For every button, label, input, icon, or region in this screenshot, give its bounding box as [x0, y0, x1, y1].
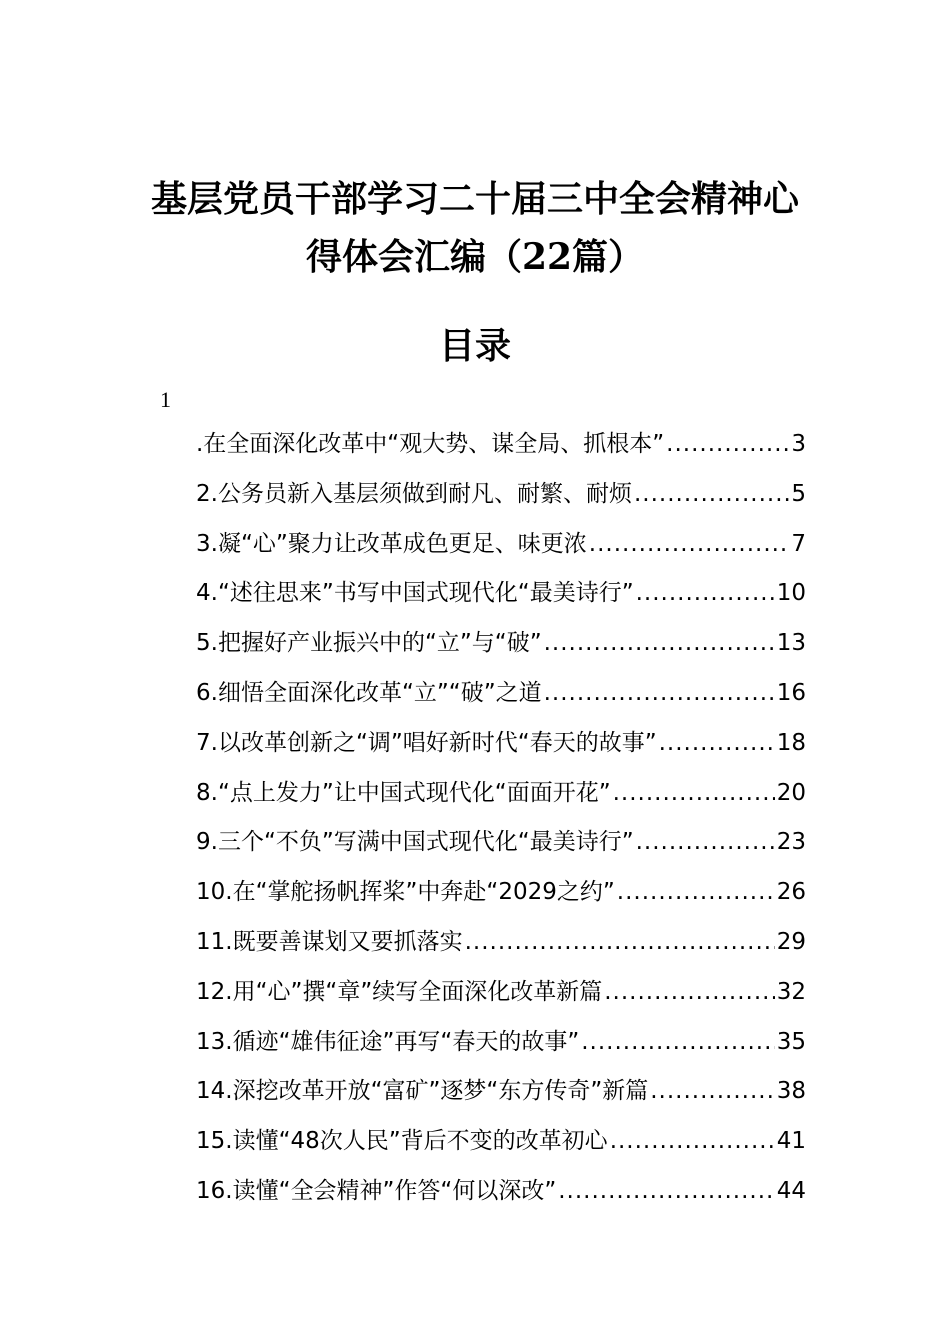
toc-entry[interactable] [196, 724, 806, 774]
toc-entry[interactable] [196, 923, 806, 973]
toc-entry[interactable] [196, 1072, 806, 1122]
toc-entry-page-number: 20 [776, 779, 806, 806]
toc-leader-dots [558, 1178, 774, 1204]
toc-leader-dots [604, 979, 774, 1005]
toc-entry-page-number: 10 [776, 580, 806, 607]
toc-entry-page-number: 5 [791, 480, 806, 507]
toc-entry-page-number: 13 [776, 630, 806, 657]
toc-leader-dots [465, 929, 775, 955]
document-title-line-1: 基层党员干部学习二十届三中全会精神心 [150, 178, 799, 220]
toc-entry[interactable] [196, 624, 806, 674]
toc-leader-dots [544, 680, 775, 706]
document-title-line-2: 得体会汇编（22篇） [305, 236, 645, 278]
toc-entry-page-number: 41 [776, 1128, 806, 1155]
toc-entry-label: 10.在“掌舵扬帆挥桨”中奔赴“2029之约” [196, 879, 615, 906]
orphan-list-number: 1 [160, 387, 171, 412]
document-title [120, 170, 830, 286]
toc-entry[interactable] [196, 574, 806, 624]
table-of-contents [196, 425, 806, 1222]
toc-entry-label: 8.“点上发力”让中国式现代化“面面开花” [196, 779, 611, 806]
toc-entry[interactable] [196, 823, 806, 873]
toc-entry[interactable] [196, 525, 806, 575]
toc-entry-page-number: 32 [776, 978, 806, 1005]
toc-entry[interactable] [196, 973, 806, 1023]
toc-entry[interactable] [196, 1172, 806, 1222]
toc-entry[interactable] [196, 425, 806, 475]
toc-leader-dots [613, 780, 775, 806]
toc-entry-page-number: 7 [791, 530, 806, 557]
toc-entry-label: 3.凝“心”聚力让改革成色更足、味更浓 [196, 530, 587, 557]
toc-entry-label: .在全面深化改革中“观大势、谋全局、抓根本” [196, 431, 665, 457]
toc-entry[interactable] [196, 1023, 806, 1073]
toc-entry-page-number: 16 [776, 679, 806, 706]
toc-entry-page-number: 18 [776, 729, 806, 756]
toc-heading: 目录 [438, 325, 511, 367]
toc-entry-page-number: 44 [776, 1177, 806, 1204]
toc-entry-page-number: 35 [776, 1028, 806, 1055]
toc-entry-label: 2.公务员新入基层须做到耐凡、耐繁、耐烦 [196, 480, 632, 507]
toc-leader-dots [617, 879, 775, 905]
toc-entry[interactable] [196, 475, 806, 525]
toc-leader-dots [581, 1029, 774, 1055]
toc-entry[interactable] [196, 1122, 806, 1172]
toc-entry[interactable] [196, 674, 806, 724]
toc-entry-label: 5.把握好产业振兴中的“立”与“破” [196, 630, 542, 657]
toc-entry-label: 11.既要善谋划又要抓落实 [196, 928, 463, 955]
toc-entry[interactable] [196, 774, 806, 824]
toc-entry-label: 12.用“心”撰“章”续写全面深化改革新篇 [196, 978, 603, 1005]
toc-entry-label: 16.读懂“全会精神”作答“何以深改” [196, 1177, 557, 1204]
toc-entry-label: 9.三个“不负”写满中国式现代化“最美诗行” [196, 829, 634, 856]
toc-leader-dots [589, 531, 790, 557]
toc-entry-page-number: 23 [776, 829, 806, 856]
toc-leader-dots [650, 1078, 774, 1104]
toc-entry-label: 4.“述往思来”书写中国式现代化“最美诗行” [196, 580, 634, 607]
toc-leader-dots [659, 730, 775, 756]
toc-entry-label: 6.细悟全面深化改革“立”“破”之道 [196, 679, 542, 706]
toc-entry-page-number: 38 [776, 1078, 806, 1105]
toc-entry-label: 13.循迹“雄伟征途”再写“春天的故事” [196, 1028, 580, 1055]
toc-leader-dots [666, 431, 789, 457]
toc-leader-dots [636, 829, 775, 855]
toc-entry-label: 7.以改革创新之“调”唱好新时代“春天的故事” [196, 729, 657, 756]
toc-entry[interactable] [196, 873, 806, 923]
toc-entry-page-number: 29 [776, 928, 806, 955]
toc-leader-dots [634, 481, 789, 507]
toc-leader-dots [544, 630, 775, 656]
toc-leader-dots [636, 580, 775, 606]
toc-entry-page-number: 3 [791, 431, 806, 457]
toc-entry-label: 15.读懂“48次人民”背后不变的改革初心 [196, 1128, 608, 1155]
toc-leader-dots [610, 1128, 775, 1154]
toc-entry-label: 14.深挖改革开放“富矿”逐梦“东方传奇”新篇 [196, 1078, 649, 1105]
toc-entry-page-number: 26 [776, 879, 806, 906]
